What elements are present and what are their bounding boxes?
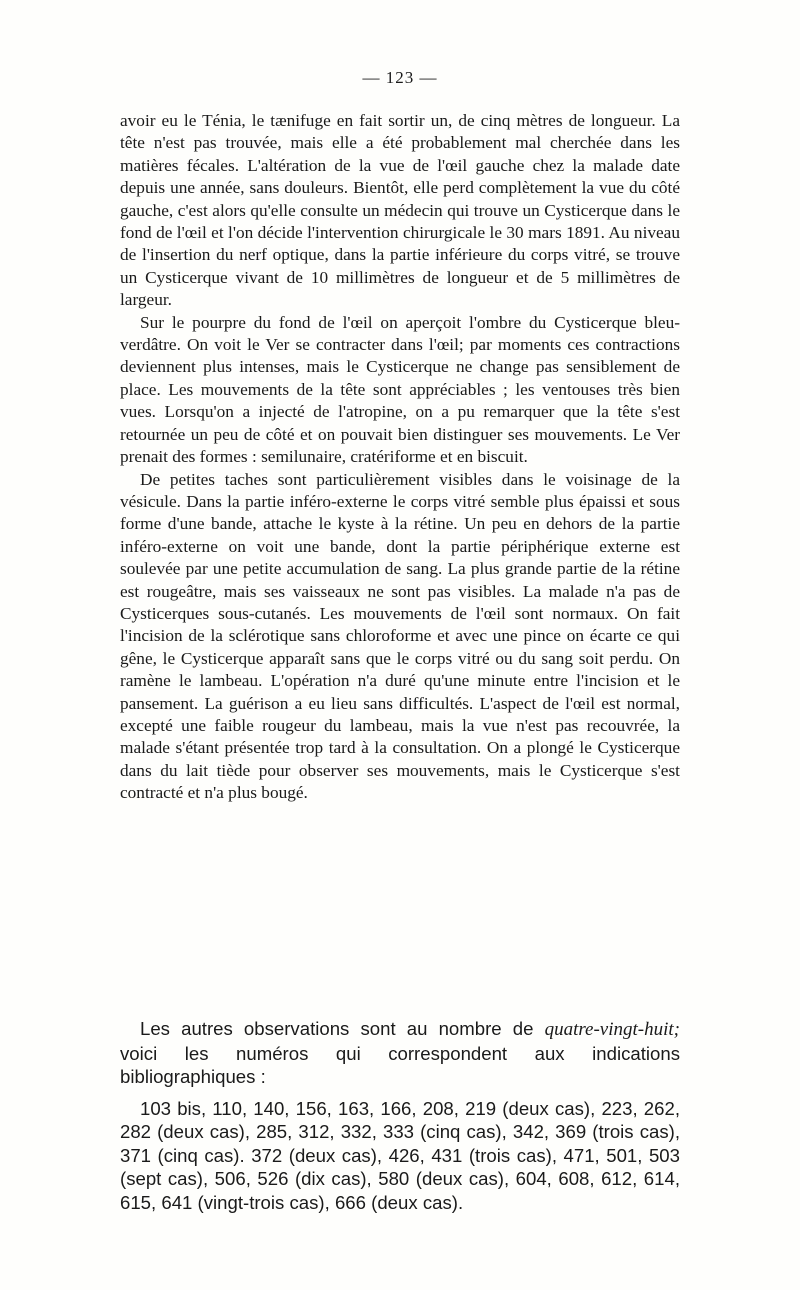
intro-emphasis: quatre-vingt-huit; [544,1019,680,1040]
bibliography-reference-list: 103 bis, 110, 140, 156, 163, 166, 208, 219 (deux cas), 223, 262, 282 (deux cas), 285, 312, 332, 333 (cinq cas), 342, 369 (trois cas), 371 (cinq cas). 372 (deux cas), 426, 431 (trois cas), 471, 501, 503 (sept cas), 506, 526 (dix cas), 580 (deux cas), 604, 608, 612, 614, 615, 641 (vingt-trois cas), 666 (deux cas). [120,1097,680,1213]
other-observations-section [120,1017,680,1214]
intro-text-after: voici les numéros qui correspondent aux indications bibliographiques : [120,1042,680,1087]
page-number: — 123 — [362,68,438,87]
paragraph-fundus-examination: Sur le pourpre du fond de l'œil on aperçoit l'ombre du Cysticerque bleu-verdâtre. On voit le Ver se contracter dans l'œil; par moments ces contractions deviennent plus intenses, mais le Cysticerque ne change pas sensiblement de place. Les mouvements de la tête sont appréciables ; les ventouses très bien vues. Lorsqu'on a injecté de l'atropine, on a pu remarquer que la tête s'est retournée un peu de côté et on pouvait bien distinguer ses mouvements. Le Ver prenait des formes : semilunaire, cratériforme et en biscuit. [120,312,680,467]
intro-text-before: Les autres observations sont au nombre de [140,1018,545,1039]
paragraph-operation: De petites taches sont particulièrement visibles dans le voisinage de la vésicule. Dans la partie inféro-externe le corps vitré semble plus épaissi et sous forme d'une bande, attache le kyste à la rétine. Un peu en dehors de la partie inféro-externe on voit une bande, dont la partie périphérique externe est soulevée par une petite accumulation de sang. La plus grande partie de la rétine est rougeâtre, mais ses vaisseaux ne sont pas visibles. La malade n'a pas de Cysticerques sous-cutanés. Les mouvements de l'œil sont normaux. On fait l'incision de la sclérotique sans chloroforme et avec une pince on écarte ce qui gêne, le Cysticerque apparaît sans que le corps vitré ou du sang soit perdu. On ramène le lambeau. L'opération n'a duré qu'une minute entre l'incision et le pansement. La guérison a eu lieu sans difficultés. L'aspect de l'œil est normal, excepté une faible rougeur du lambeau, mais la vue n'est pas recouvrée, la malade s'étant présentée trop tard à la consultation. On a plongé le Cysticerque dans du lait tiède pour observer ses mouvements, mais le Cysticerque s'est contracté et n'a plus bougé. [120,469,680,803]
other-observations-intro [120,1017,680,1089]
paragraph-case-history: avoir eu le Ténia, le tænifuge en fait sortir un, de cinq mètres de longueur. La tête n'est pas trouvée, mais elle a été probablement mal cherchée dans les matières fécales. L'altération de la vue de l'œil gauche chez la malade date depuis une année, sans douleurs. Bientôt, elle perd complètement la vue du côté gauche, c'est alors qu'elle consulte un médecin qui trouve un Cysticerque dans le fond de l'œil et l'on décide l'intervention chirurgicale le 30 mars 1891. Au niveau de l'insertion du nerf optique, dans la partie inférieure du corps vitré, se trouve un Cysticerque vivant de 10 millimètres de longueur et de 5 millimètres de largeur. [120,111,680,310]
observation-text [120,110,680,805]
